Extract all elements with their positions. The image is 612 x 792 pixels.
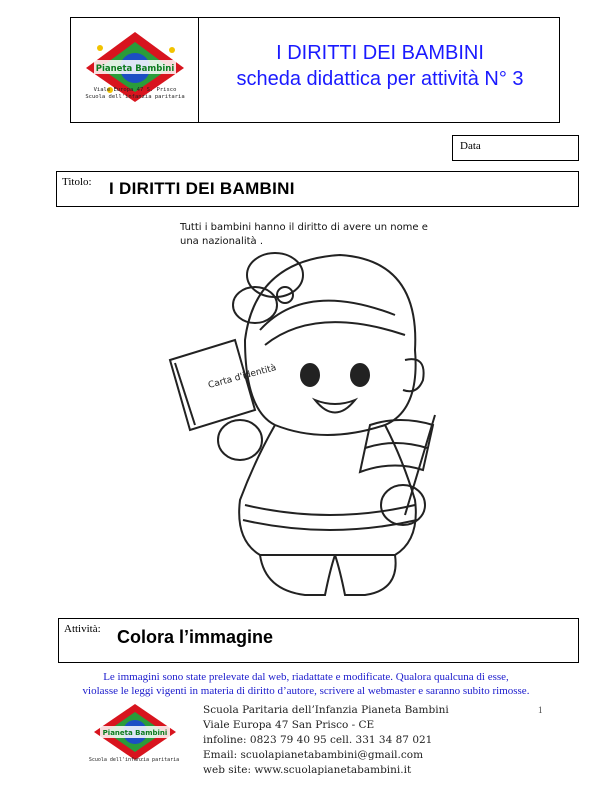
- footer-phone: infoline: 0823 79 40 95 cell. 331 34 87 021: [203, 734, 433, 746]
- footer-email[interactable]: Email: scuolapianetabambini@gmail.com: [203, 749, 424, 761]
- title-value: I DIRITTI DEI BAMBINI: [109, 179, 295, 198]
- page-number: 1: [538, 705, 543, 715]
- logo-subtitle: Scuola dell'infanzia paritaria: [85, 94, 185, 100]
- caption-line2: una nazionalità .: [180, 236, 264, 247]
- header-title-line1: I DIRITTI DEI BAMBINI: [276, 42, 484, 64]
- footer-logo-caption: Scuola dell'infanzia paritaria: [88, 757, 180, 763]
- header-title-line2: scheda didattica per attività N° 3: [236, 68, 524, 90]
- header-divider: [198, 17, 199, 123]
- caption-line1: Tutti i bambini hanno il diritto di avere un nome e: [180, 222, 428, 233]
- logo-address: Viale Europa 47 S. Prisco: [93, 87, 177, 93]
- illustration-caption: [180, 221, 450, 249]
- copyright-disclaimer: [10, 670, 602, 698]
- footer-contact: [203, 703, 449, 778]
- card-text: Carta d'identità: [207, 363, 278, 391]
- disclaimer-line1: Le immagini sono state prelevate dal web, riadattate e modificate. Qualora qualcuna di esse,: [103, 671, 509, 683]
- footer-logo-text: Pianeta Bambini: [102, 729, 168, 737]
- logo-caption: [76, 87, 194, 101]
- footer-address: Viale Europa 47 San Prisco - CE: [203, 719, 375, 731]
- footer-school-name: Scuola Paritaria dell’Infanzia Pianeta Bambini: [203, 704, 449, 716]
- date-label: Data: [460, 140, 481, 152]
- title-label: Titolo:: [62, 176, 92, 188]
- coloring-illustration: [165, 210, 475, 610]
- footer-website[interactable]: web site: www.scuolapianetabambini.it: [203, 764, 412, 776]
- activity-value: Colora l’immagine: [117, 627, 274, 647]
- activity-label: Attività:: [64, 623, 101, 635]
- logo-text: Pianeta Bambini: [95, 64, 175, 74]
- header-title: [200, 40, 560, 92]
- disclaimer-line2: violasse le leggi vigenti in materia di diritto d’autore, scrivere al webmaster e saranno subito rimosse.: [82, 685, 530, 697]
